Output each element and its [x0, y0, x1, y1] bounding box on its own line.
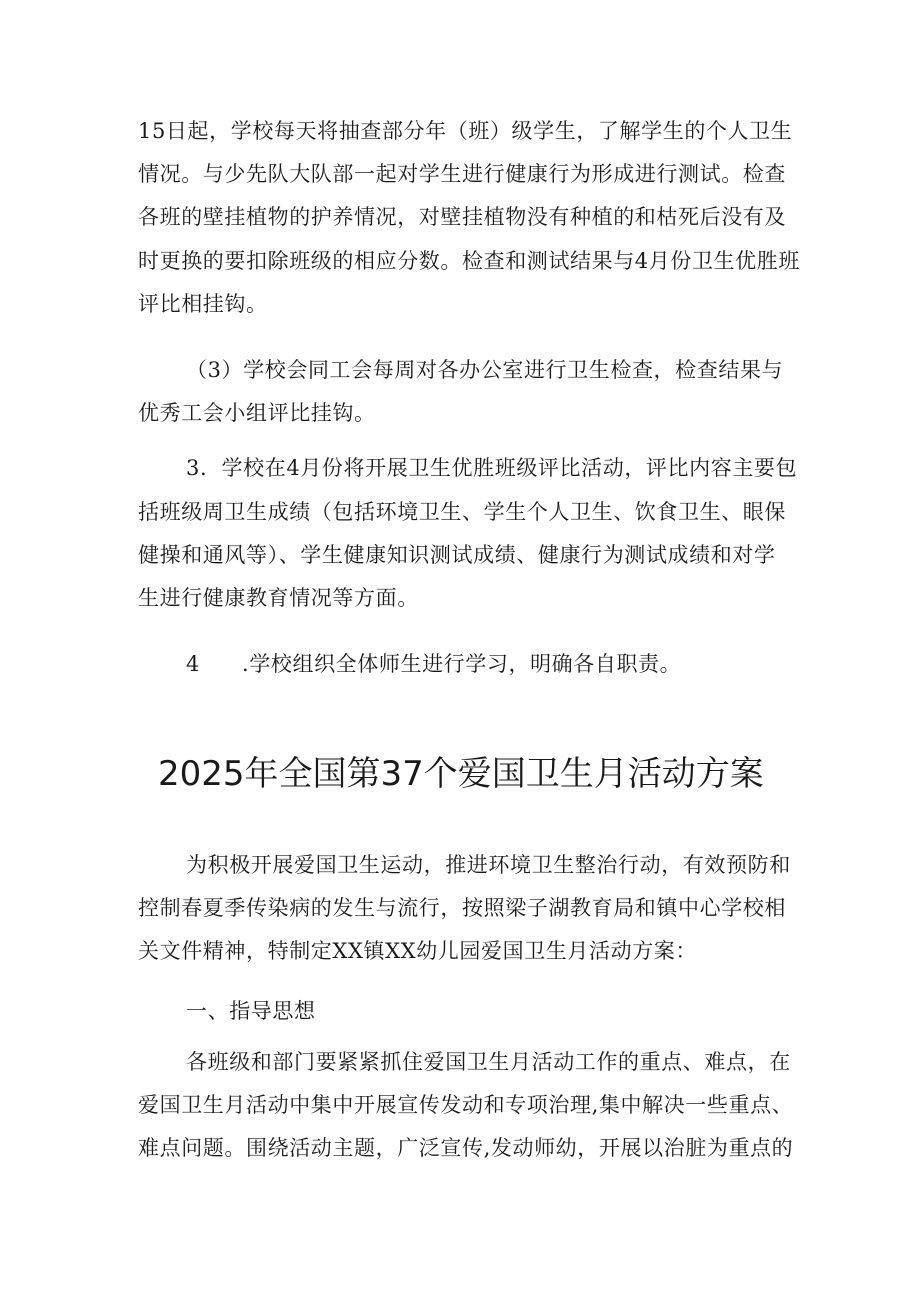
paragraph-line: 各班的壁挂植物的护养情况，对壁挂植物没有种植的和枯死后没有及: [138, 205, 786, 229]
document-title: 2025年全国第37个爱国卫生月活动方案: [158, 754, 764, 794]
section-heading: 一、指导思想: [186, 999, 316, 1023]
paragraph-line: 3．学校在4月份将开展卫生优胜班级评比活动，评比内容主要包: [186, 456, 798, 480]
paragraph-line: 情况。与少先队大队部一起对学生进行健康行为形成进行测试。检查: [138, 162, 786, 186]
paragraph-line: 优秀工会小组评比挂钩。: [138, 401, 376, 425]
paragraph-line: 评比相挂钩。: [138, 292, 268, 316]
list-item-text: .学校组织全体师生进行学习，明确各自职责。: [242, 652, 682, 676]
paragraph-line: 难点问题。围绕活动主题，广泛宣传,发动师幼，开展以治脏为重点的: [138, 1136, 794, 1160]
paragraph-line: 控制春夏季传染病的发生与流行，按照梁子湖教育局和镇中心学校相: [138, 896, 786, 920]
paragraph-line: 爱国卫生月活动中集中开展宣传发动和专项治理,集中解决一些重点、: [138, 1093, 794, 1117]
paragraph-line: 各班级和部门要紧紧抓住爱国卫生月活动工作的重点、难点，在: [186, 1050, 791, 1074]
paragraph-line: 关文件精神，特制定XX镇XX幼儿园爱国卫生月活动方案：: [138, 939, 697, 963]
list-item-number: 4: [186, 652, 200, 676]
paragraph-line: 为积极开展爱国卫生运动，推进环境卫生整治行动，有效预防和: [186, 853, 791, 877]
paragraph-line: 健操和通风等）、学生健康知识测试成绩、健康行为测试成绩和对学: [138, 543, 776, 567]
paragraph-line: （3）学校会同工会每周对各办公室进行卫生检查，检查结果与: [186, 358, 784, 382]
paragraph-line: 15日起，学校每天将抽查部分年（班）级学生，了解学生的个人卫生: [138, 119, 793, 143]
paragraph-line: 生进行健康教育情况等方面。: [138, 586, 419, 610]
paragraph-line: 时更换的要扣除班级的相应分数。检查和测试结果与4月份卫生优胜班: [138, 249, 800, 273]
paragraph-line: 括班级周卫生成绩（包括环境卫生、学生个人卫生、饮食卫生、眼保: [138, 500, 786, 524]
list-item: [186, 650, 681, 678]
